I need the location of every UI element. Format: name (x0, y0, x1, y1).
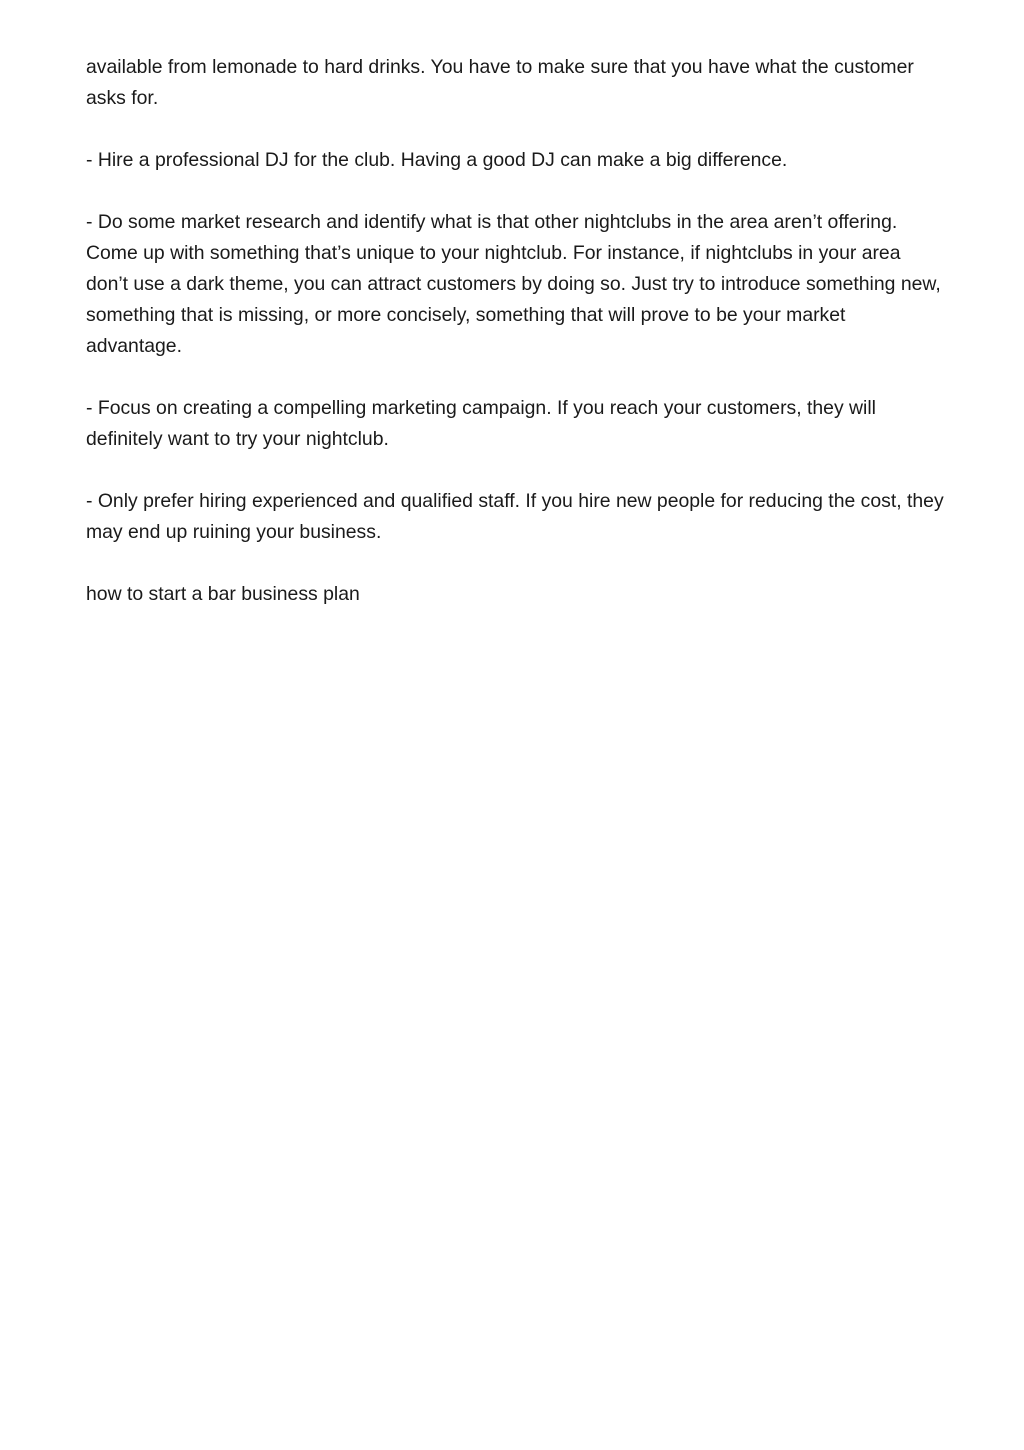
paragraph-drinks-availability: available from lemonade to hard drinks. You have to make sure that you have what the customer asks for. (86, 56, 914, 109)
paragraph-keyword-line: how to start a bar business plan (86, 583, 360, 605)
document-body (86, 52, 946, 641)
paragraph-marketing-campaign: - Focus on creating a compelling marketing campaign. If you reach your customers, they will definitely want to try your nightclub. (86, 397, 876, 450)
paragraph-hire-dj: - Hire a professional DJ for the club. Having a good DJ can make a big difference. (86, 149, 788, 171)
paragraph-market-research: - Do some market research and identify what is that other nightclubs in the area aren’t offering. Come up with something that’s unique to your nightclub. For instance, if nightclubs in your area don’t use a dark theme, you can attract customers by doing so. Just try to introduce something new, something that is missing, or more concisely, something that will prove to be your market advantage. (86, 211, 941, 357)
paragraph-hire-staff: - Only prefer hiring experienced and qualified staff. If you hire new people for reducing the cost, they may end up ruining your business. (86, 490, 944, 543)
